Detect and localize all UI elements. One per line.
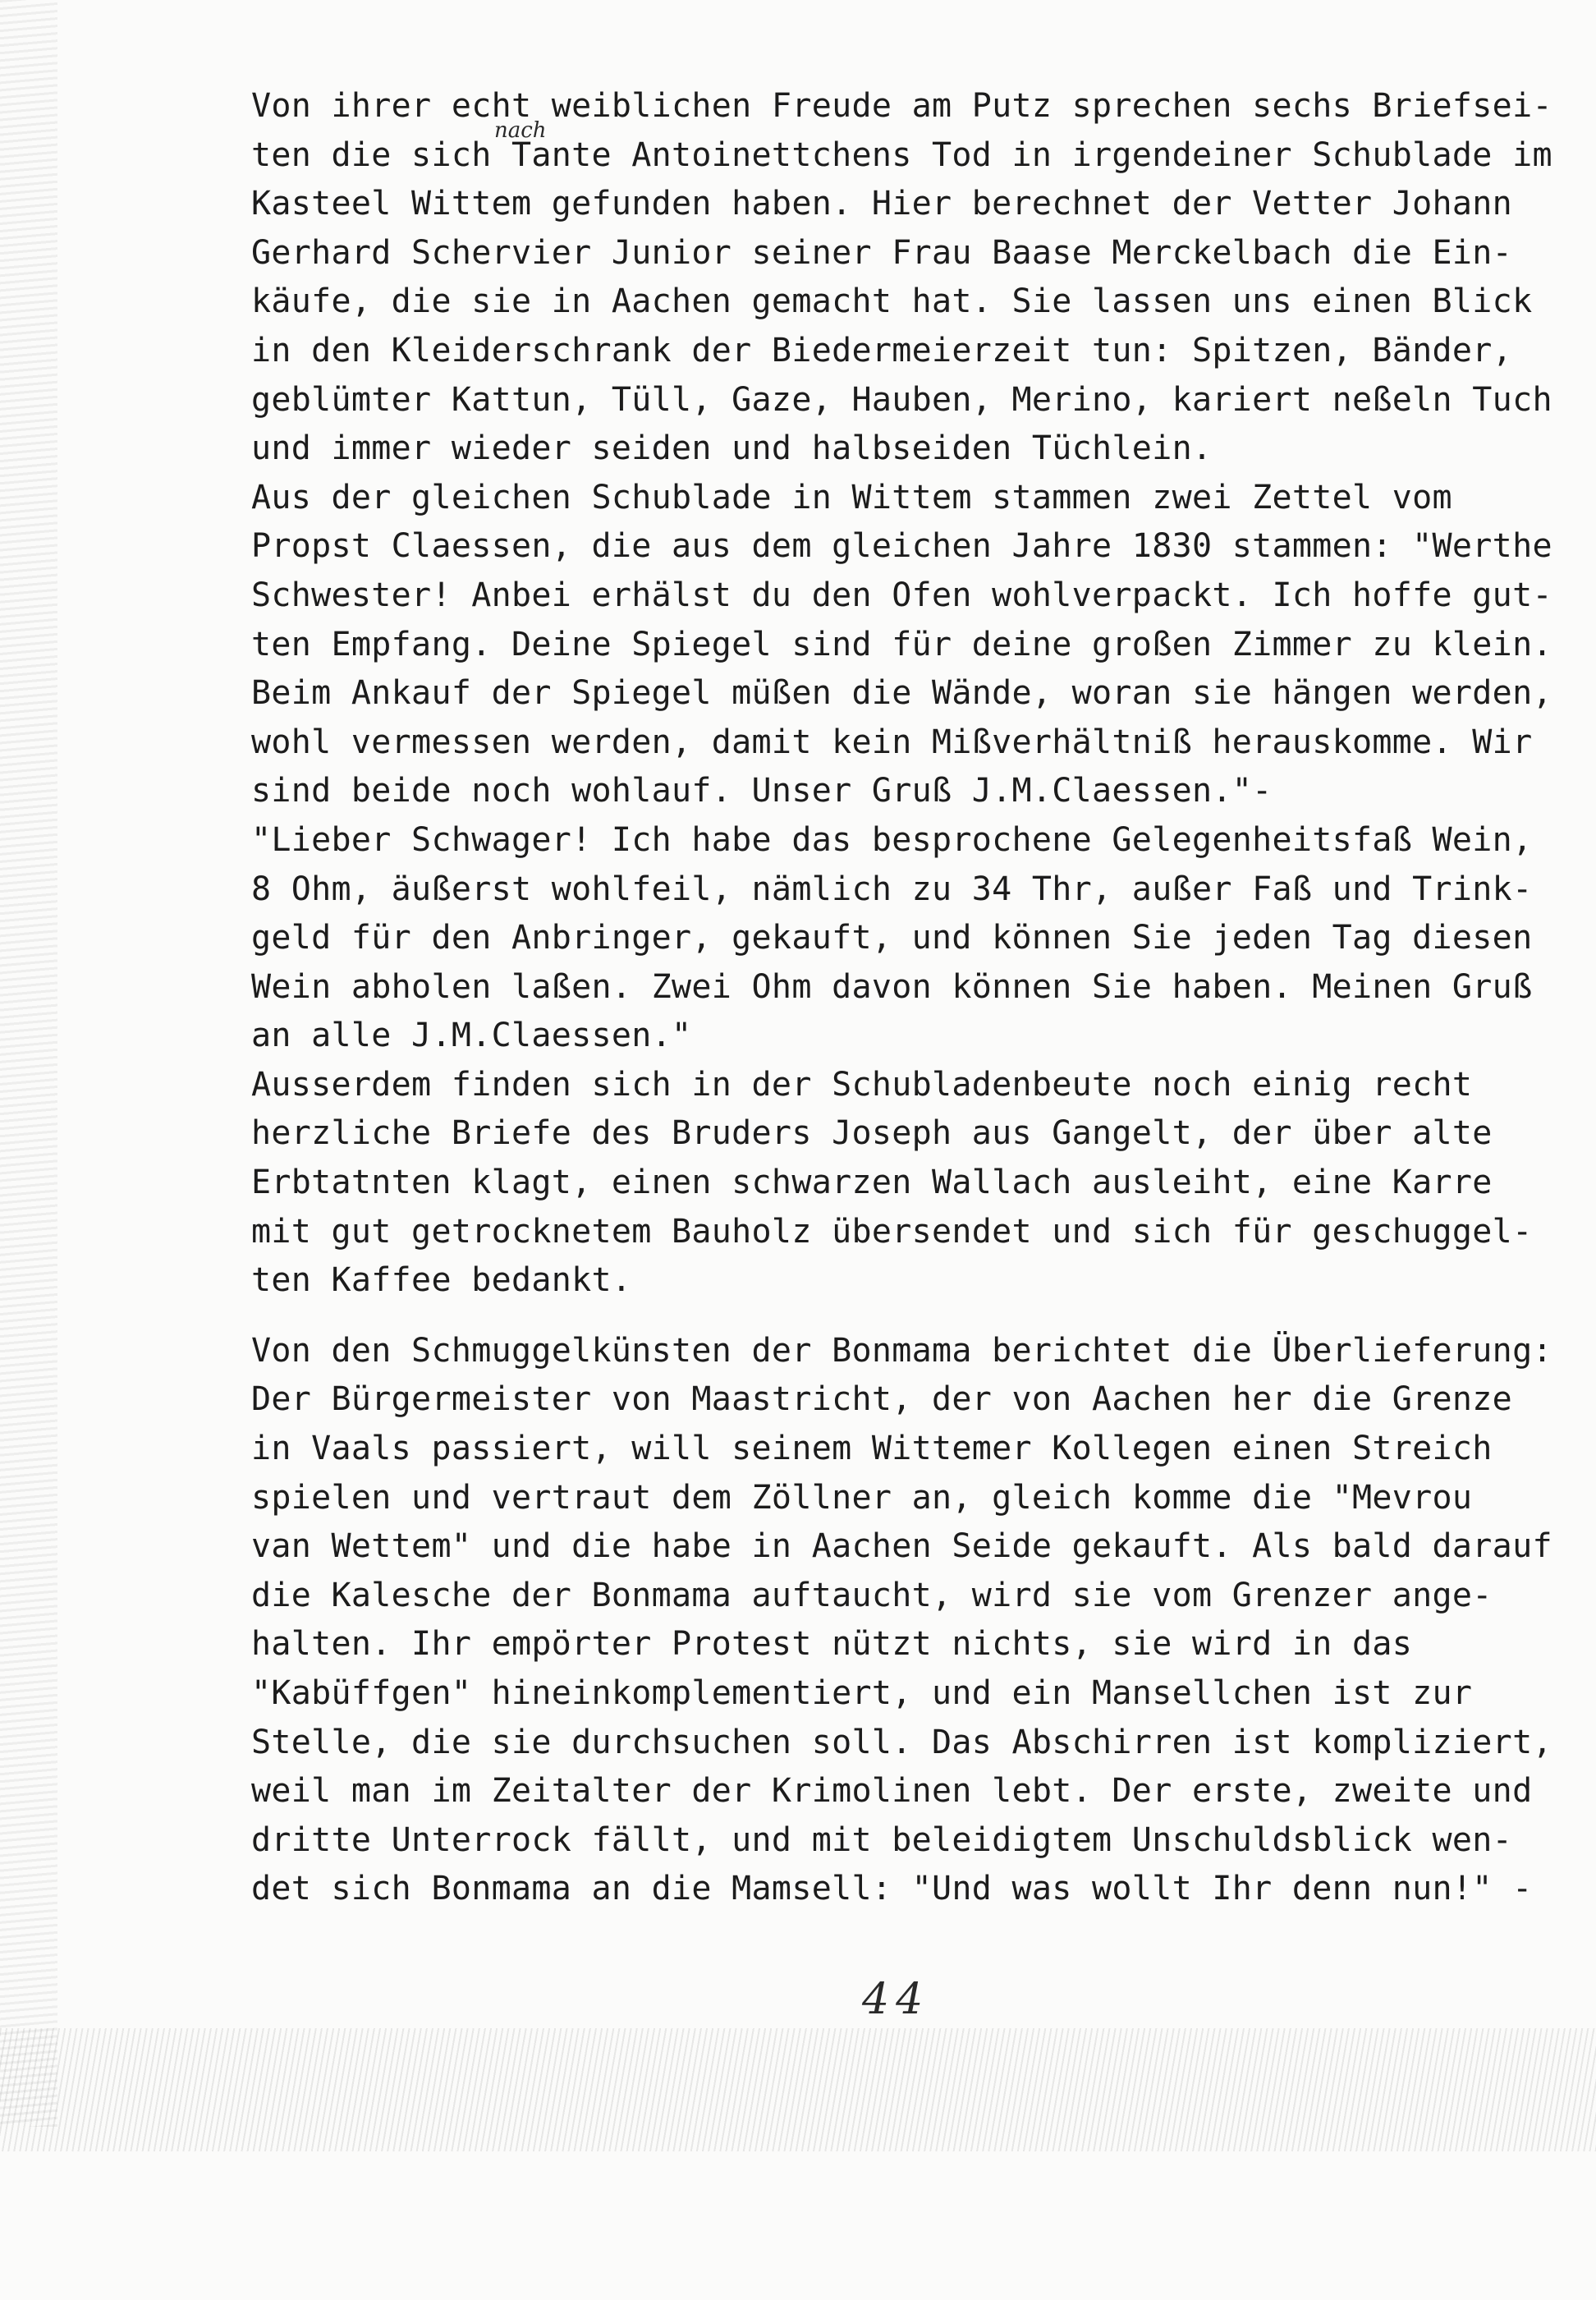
text-line: "Kabüffgen" hineinkomplementiert, und ein Mansellchen ist zur <box>251 1674 1473 1712</box>
text-line: Von ihrer echt weiblichen Freude am Putz sprechen sechs Briefsei- <box>251 87 1552 125</box>
text-line: geld für den Anbringer, gekauft, und können Sie jeden Tag diesen <box>251 919 1533 957</box>
text-line: wohl vermessen werden, damit kein Mißverhältniß herauskomme. Wir <box>251 723 1533 761</box>
text-line: Wein abholen laßen. Zwei Ohm davon können Sie haben. Meinen Gruß <box>251 967 1533 1006</box>
text-line: Schwester! Anbei erhälst du den Ofen wohlverpackt. Ich hoffe gut- <box>251 576 1552 614</box>
paragraph-1 <box>251 82 1581 1306</box>
text-line: weil man im Zeitalter der Krimolinen lebt. Der erste, zweite und <box>251 1772 1533 1811</box>
text-line: ten die sich Tante Antoinettchens Tod in irgendeiner Schublade im <box>251 135 1552 174</box>
text-line: Von den Schmuggelkünsten der Bonmama berichtet die Überlieferung: <box>251 1331 1552 1370</box>
text-line: Aus der gleichen Schublade in Wittem stammen zwei Zettel vom <box>251 478 1452 516</box>
text-line: spielen und vertraut dem Zöllner an, gleich komme die "Mevrou <box>251 1478 1473 1517</box>
scan-edge-bottom <box>0 2028 1596 2151</box>
text-line: halten. Ihr empörter Protest nützt nichts, sie wird in das <box>251 1625 1413 1664</box>
text-line: Erbtatnten klagt, einen schwarzen Wallach ausleiht, eine Karre <box>251 1164 1493 1202</box>
handwritten-insertion: nach <box>494 118 547 143</box>
text-line: Propst Claessen, die aus dem gleichen Jahre 1830 stammen: "Werthe <box>251 527 1552 566</box>
text-line: herzliche Briefe des Bruders Joseph aus Gangelt, der über alte <box>251 1114 1493 1153</box>
text-line: Beim Ankauf der Spiegel müßen die Wände, woran sie hängen werden, <box>251 674 1552 713</box>
text-line: in den Kleiderschrank der Biedermeierzeit tun: Spitzen, Bänder, <box>251 331 1513 370</box>
text-line: "Lieber Schwager! Ich habe das besprochene Gelegenheitsfaß Wein, <box>251 820 1533 859</box>
text-line: mit gut getrocknetem Bauholz übersendet und sich für geschuggel- <box>251 1212 1533 1251</box>
text-line: Gerhard Schervier Junior seiner Frau Baase Merckelbach die Ein- <box>251 233 1513 272</box>
text-line: Ausserdem finden sich in der Schubladenbeute noch einig recht <box>251 1065 1473 1104</box>
typewritten-text <box>251 82 1581 1914</box>
text-line: die Kalesche der Bonmama auftaucht, wird sie vom Grenzer ange- <box>251 1576 1493 1614</box>
text-line: und immer wieder seiden und halbseiden Tüchlein. <box>251 429 1213 468</box>
text-line: dritte Unterrock fällt, und mit beleidigtem Unschuldsblick wen- <box>251 1820 1513 1859</box>
text-line: 8 Ohm, äußerst wohlfeil, nämlich zu 34 Thr, außer Faß und Trink- <box>251 870 1533 908</box>
text-line: käufe, die sie in Aachen gemacht hat. Sie lassen uns einen Blick <box>251 282 1533 321</box>
page-number: 44 <box>862 1975 930 2024</box>
text-line: ten Kaffee bedankt. <box>251 1261 632 1300</box>
text-line: van Wettem" und die habe in Aachen Seide gekauft. Als bald darauf <box>251 1527 1552 1566</box>
text-line: sind beide noch wohlauf. Unser Gruß J.M.Claessen."- <box>251 772 1273 810</box>
text-line: Der Bürgermeister von Maastricht, der von Aachen her die Grenze <box>251 1380 1513 1419</box>
text-line: Kasteel Wittem gefunden haben. Hier berechnet der Vetter Johann <box>251 185 1513 223</box>
text-line: Stelle, die sie durchsuchen soll. Das Abschirren ist kompliziert, <box>251 1723 1552 1761</box>
text-line: det sich Bonmama an die Mamsell: "Und was wollt Ihr denn nun!" - <box>251 1870 1533 1908</box>
text-line: geblümter Kattun, Tüll, Gaze, Hauben, Merino, kariert neßeln Tuch <box>251 380 1552 419</box>
text-line: in Vaals passiert, will seinem Wittemer Kollegen einen Streich <box>251 1430 1493 1468</box>
scan-edge-left <box>0 0 57 2127</box>
text-line: an alle J.M.Claessen." <box>251 1017 692 1055</box>
text-line: ten Empfang. Deine Spiegel sind für deine großen Zimmer zu klein. <box>251 625 1552 663</box>
paragraph-2 <box>251 1327 1581 1914</box>
